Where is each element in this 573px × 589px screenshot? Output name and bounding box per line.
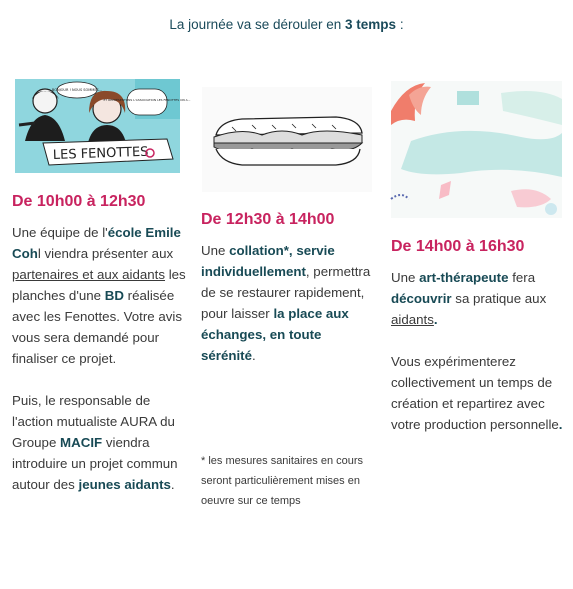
time-slot-3: De 14h00 à 16h30 <box>391 238 525 255</box>
speech-bubble-2: ET REPRÉSENTONS L'ASSOCIATION LES FENOTTES ON A... <box>103 98 191 102</box>
text: . <box>252 348 256 363</box>
bold-macif: MACIF <box>60 435 103 450</box>
text: . <box>433 312 438 327</box>
lunch-description <box>201 240 376 366</box>
sandwich-icon <box>202 87 372 192</box>
bold-discover: découvrir <box>391 291 452 306</box>
text: . <box>170 477 175 492</box>
underlined-carers: aidants <box>391 312 434 327</box>
text: réalisée avec les Fenottes. Votre avis vous sera demandé pour finaliser ce projet. <box>12 288 182 366</box>
text: viendra introduire un projet commun autour des <box>12 435 178 492</box>
watercolor-art <box>391 81 562 218</box>
text: , permettra de se restaurer rapidement, pour laisser <box>201 264 371 321</box>
bold-bd: BD <box>104 288 124 303</box>
text: l viendra présenter aux <box>37 246 174 261</box>
speech-bubble-1: BONJOUR ! NOUS SOMMES... <box>51 88 103 92</box>
morning-paragraph-1 <box>12 222 187 369</box>
underlined-partners: partenaires et aux aidants <box>12 267 166 282</box>
text: . <box>558 417 563 432</box>
morning-description <box>12 222 187 495</box>
intro-after: : <box>396 17 404 32</box>
watercolor-illustration <box>391 81 562 218</box>
bold-collation: collation*, servie individuellement <box>201 243 335 279</box>
bold-art-therapist: art-thérapeute <box>419 270 509 285</box>
sandwich-illustration <box>202 87 372 192</box>
text: fera <box>508 270 536 285</box>
bold-young-carers: jeunes aidants <box>78 477 171 492</box>
comic-drawing <box>15 79 191 173</box>
intro-bold: 3 temps <box>345 17 397 32</box>
bold-school: école Emile Coh <box>12 225 181 261</box>
afternoon-description <box>391 267 563 435</box>
text: Une <box>391 270 420 285</box>
afternoon-paragraph-1 <box>391 267 563 330</box>
text: Puis, le responsable de l'action mutualiste AURA du Groupe <box>12 393 175 450</box>
text: les planches d'une <box>12 267 186 303</box>
intro-line <box>0 17 573 32</box>
intro-text: La journée va se dérouler en <box>169 17 346 32</box>
text: sa pratique aux <box>451 291 547 306</box>
banner-text: LES FENOTTES <box>52 144 149 163</box>
morning-paragraph-2 <box>12 390 187 495</box>
time-slot-1: De 10h00 à 12h30 <box>12 193 146 210</box>
text: Vous expérimenterez collectivement un temps de création et repartirez avec votre production personnelle <box>391 354 559 432</box>
text: Une équipe de l' <box>12 225 108 240</box>
bold-exchanges: la place aux échanges, en toute sérénité <box>201 306 349 363</box>
time-slot-2: De 12h30 à 14h00 <box>201 211 335 228</box>
comic-illustration <box>15 79 191 173</box>
afternoon-paragraph-2 <box>391 351 563 435</box>
sanitary-footnote: * les mesures sanitaires en cours seront particulièrement mises en oeuvre sur ce temps <box>201 455 364 507</box>
lunch-paragraph <box>201 240 376 366</box>
text: Une <box>201 243 230 258</box>
